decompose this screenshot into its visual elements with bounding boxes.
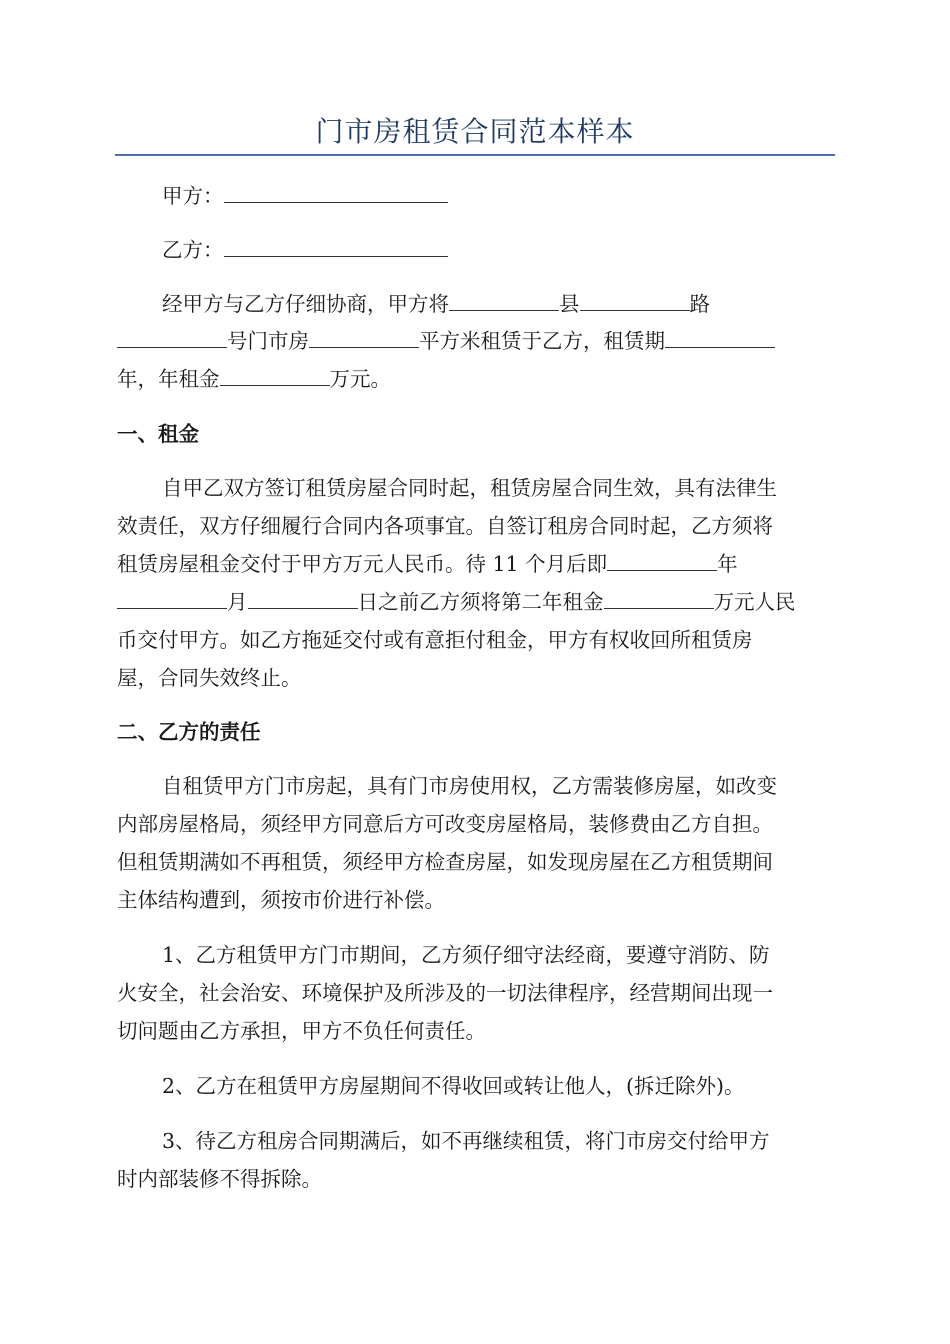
party-a-label: 甲方： (162, 184, 224, 208)
party-b-line (162, 237, 882, 263)
intro-line-3 (117, 366, 837, 392)
second-year-rent-blank (604, 590, 714, 609)
paragraph-line: 自甲乙双方签订租赁房屋合同时起，租赁房屋合同生效，具有法律生 (162, 476, 777, 500)
clause-line: 火安全，社会治安、环境保护及所涉及的一切法律程序，经营期间出现一 (117, 981, 773, 1005)
paragraph-line: 屋，合同失效终止。 (117, 666, 302, 690)
intro-text: 经甲方与乙方仔细协商，甲方将 (162, 292, 449, 316)
month-blank-pre (117, 590, 227, 609)
paragraph-line (117, 589, 837, 615)
number-blank (117, 329, 227, 348)
paragraph-line: 但租赁期满如不再租赁，须经甲方检查房屋，如发现房屋在乙方租赁期间 (117, 850, 773, 874)
rent-blank (220, 367, 330, 386)
clause-line: 2、乙方在租赁甲方房屋期间不得收回或转让他人，(拆迁除外)。 (162, 1074, 745, 1098)
title-underline (115, 154, 835, 156)
intro-text: 平方米租赁于乙方，租赁期 (419, 329, 665, 353)
paragraph-text: 日之前乙方须将第二年租金 (357, 590, 604, 614)
paragraph-text: 月 (227, 590, 248, 614)
county-blank (449, 292, 559, 311)
party-b-blank (224, 238, 448, 257)
paragraph-line (117, 551, 837, 577)
intro-text: 年，年租金 (117, 367, 220, 391)
paragraph-line: 内部房屋格局，须经甲方同意后方可改变房屋格局，装修费由乙方自担。 (117, 812, 773, 836)
term-blank (665, 329, 775, 348)
paragraph-text: 年 (717, 552, 738, 576)
paragraph-text: 租赁房屋租金交付于甲方万元人民币。待 11 个月后即 (117, 552, 608, 576)
paragraph-line: 主体结构遭到，须按市价进行补偿。 (117, 888, 445, 912)
intro-line-2 (117, 328, 837, 354)
day-blank (248, 590, 358, 609)
clause-line: 时内部装修不得拆除。 (117, 1167, 322, 1191)
intro-text: 路 (689, 292, 710, 316)
page-title: 门市房租赁合同范本样本 (315, 115, 635, 148)
section-heading: 一、租金 (117, 422, 199, 446)
clause-line: 3、待乙方租房合同期满后，如不再继续租赁，将门市房交付给甲方 (162, 1129, 770, 1153)
paragraph-text: 万元人民 (713, 590, 796, 614)
intro-text: 万元。 (329, 367, 391, 391)
intro-text: 号门市房 (227, 329, 309, 353)
road-blank (580, 292, 690, 311)
clause-line: 切问题由乙方承担，甲方不负任何责任。 (117, 1019, 486, 1043)
section-heading: 二、乙方的责任 (117, 720, 261, 744)
year-blank (607, 552, 717, 571)
intro-line-1 (162, 291, 882, 317)
paragraph-line: 自租赁甲方门市房起，具有门市房使用权，乙方需装修房屋，如改变 (162, 774, 777, 798)
paragraph-line: 效责任，双方仔细履行合同内各项事宜。自签订租房合同时起，乙方须将 (117, 514, 773, 538)
party-a-blank (224, 184, 448, 203)
party-a-line (162, 183, 882, 209)
intro-text: 县 (559, 292, 580, 316)
party-b-label: 乙方： (162, 238, 224, 262)
area-blank (309, 329, 419, 348)
clause-line: 1、乙方租赁甲方门市期间，乙方须仔细守法经商，要遵守消防、防 (162, 943, 770, 967)
paragraph-line: 币交付甲方。如乙方拖延交付或有意拒付租金，甲方有权收回所租赁房 (117, 628, 753, 652)
